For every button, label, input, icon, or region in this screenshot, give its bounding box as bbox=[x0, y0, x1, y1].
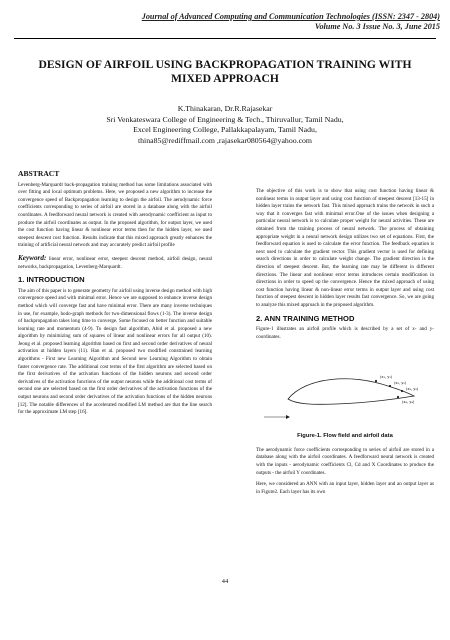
ann-training-heading: 2. ANN TRAINING METHOD bbox=[256, 313, 355, 323]
intro-text: The aim of this paper is to generate geometry for airfoil using inverse design method with high convergence speed and with minimal error. Hence we are supposed to enhance inverse design method which will converge fast and have minimal error. There are many inverse techniques in use, for example, hodo-graph methods for two-dimensional flows (1-3). The inverse design of backpropagation takes long time to converge. Some focused on better function and suitable learning rate and momentum (4-9). To design fast algorithm, Abid et al. proposed a new algorithm by minimizing sum of squares of linear and nonlinear errors for all output (10). Jeong et al. proposed learning algorithm based on first and second order derivatives of neural activation at hidden layers (11). Han et al. proposed two modified constrained learning algorithms - First new Learning Algorithm and Second new Learning Algorithm to obtain faster convergence rate. The additional cost terms of the first algorithm are selected based on the first derivatives of the activation functions of the hidden neurons and second order derivatives of the activation functions of the output neurons while the additional cost terms of second one are selected based on the first order derivatives of the activation functions of the output neurons and second order derivatives of the activation functions of the hidden neurons [12]. The notable differences of the accelerated modified LM method are that the line search for the approximate LM step [16]. bbox=[18, 287, 212, 416]
journal-title: Journal of Advanced Computing and Communication Technologies (ISSN: 2347 - 2804) bbox=[141, 12, 440, 21]
objective-paragraph: The objective of this work is to show that using cost function having linear & nonlinear terms in output layer and using cost function of steepest descent [13-15] in hidden layer trains the network fast. This mixed approach trains the network in such a way that it converges fast with minimal error.One of the issues when designing a particular neural network is to calculate proper weight for neural activities. These are obtained from the training process of neural network. The process of obtaining appropriate weight in a neural network design utilizes two set of equations. First, the feedforward equation is used to calculate the error function. The feedback equation is next used to calculate the gradient vector. This gradient vector is used for defining search directions in order to calculate weight change. The gradient direction is the direction of steepest descent. But, the learning rate may be different in different directions. The linear and nonlinear error terms introduces certain modification in directions in order to speed up the convergence. Hence the mixed approach of using cost function having linear & non-linear error terms in output layer and using cost function of steepest descent in hidden layer results fast convergence. So, we are going to analyze this mixed approach in the proposed algorithm. bbox=[256, 188, 434, 308]
coord-point-2 bbox=[389, 385, 391, 387]
figure-intro-text: Figure-1 illustrates an airfoil profile which is described by a set of x- and y-coordinates. bbox=[256, 326, 434, 340]
coord-point-3 bbox=[401, 390, 403, 392]
journal-issue: Volume No. 3 Issue No. 3, June 2015 bbox=[314, 22, 440, 31]
airfoil-figure bbox=[256, 347, 434, 429]
coord-label-2: (x₂, y₂) bbox=[394, 381, 407, 386]
keywords-text: linear error, nonlinear error, steepest descent method, airfoil design, neural networks, backpropagation, Levenberg-Marquardt. bbox=[18, 255, 212, 270]
affiliation-2: Excel Engineering College, Pallakkapalayam, Tamil Nadu, bbox=[133, 125, 317, 134]
keywords bbox=[18, 255, 212, 271]
flow-arrow-head bbox=[286, 415, 290, 419]
header-rule bbox=[14, 38, 436, 39]
coord-label-3: (x₃, y₃) bbox=[406, 387, 419, 392]
author-emails: thina85@rediffmail.com ,rajasekar080564@yahoo.com bbox=[137, 135, 312, 145]
figure-caption: Figure-1. Flow field and airfoil data bbox=[297, 433, 393, 440]
abstract-heading: ABSTRACT bbox=[18, 169, 60, 178]
database-paragraph: The aerodynamic force coefficients corresponding to series of airfoil are stored in a database along with the airfoil coordinates. A feedforward neural network is created with the inputs - aerodynamic coefficients Cl, Cd and X Coordinates to produce the outputs - the airfoil Y coordinates. bbox=[256, 446, 434, 476]
coord-label-1: (x₁, y₁) bbox=[380, 375, 393, 380]
abstract-text: Levenberg-Marquardt back-propagation training method has some limitations associated with over fitting and local optimum problems. Here, we proposed a new algorithm to increase the convergence speed of Backpropagation learning to design the airfoil. The aerodynamic force coefficients corresponding to series of airfoil are stored in a database along with the airfoil coordinates. A feedforward neural network is created with aerodynamic coefficient as input to produce the airfoil coordinates as output. In the proposed algorithm, for output layer, we used the cost function having linear & nonlinear error terms then for the hidden layer, we used steepest descent cost function. Results indicate that this mixed approach greatly enhances the training of artificial neural network and may accurately predict airfoil profile bbox=[18, 181, 212, 249]
ann-paragraph: Here, we considered an ANN with an input layer, hidden layer and an output layer as in Figure2. Each layer has its own bbox=[256, 481, 434, 495]
affiliation-1: Sri Venkateswara College of Engineering & Tech., Thiruvallur, Tamil Nadu, bbox=[106, 114, 344, 124]
intro-heading: 1. INTRODUCTION bbox=[18, 275, 85, 285]
journal-header bbox=[60, 12, 440, 31]
paper-title: DESIGN OF AIRFOIL USING BACKPROPAGATION TRAINING WITH MIXED APPROACH bbox=[38, 58, 412, 85]
author-names: K.Thinakaran, Dr.R.Rajasekar bbox=[177, 104, 273, 113]
coord-label-4: (x₄, y₄) bbox=[402, 400, 415, 405]
page-number: 44 bbox=[221, 578, 229, 585]
right-column bbox=[256, 188, 434, 500]
airfoil-diagram bbox=[256, 347, 434, 429]
author-block bbox=[30, 104, 420, 146]
coord-point-1 bbox=[375, 380, 377, 382]
left-column bbox=[18, 170, 212, 421]
keywords-label: Keyword: bbox=[18, 253, 47, 262]
coord-point-4 bbox=[397, 396, 399, 398]
